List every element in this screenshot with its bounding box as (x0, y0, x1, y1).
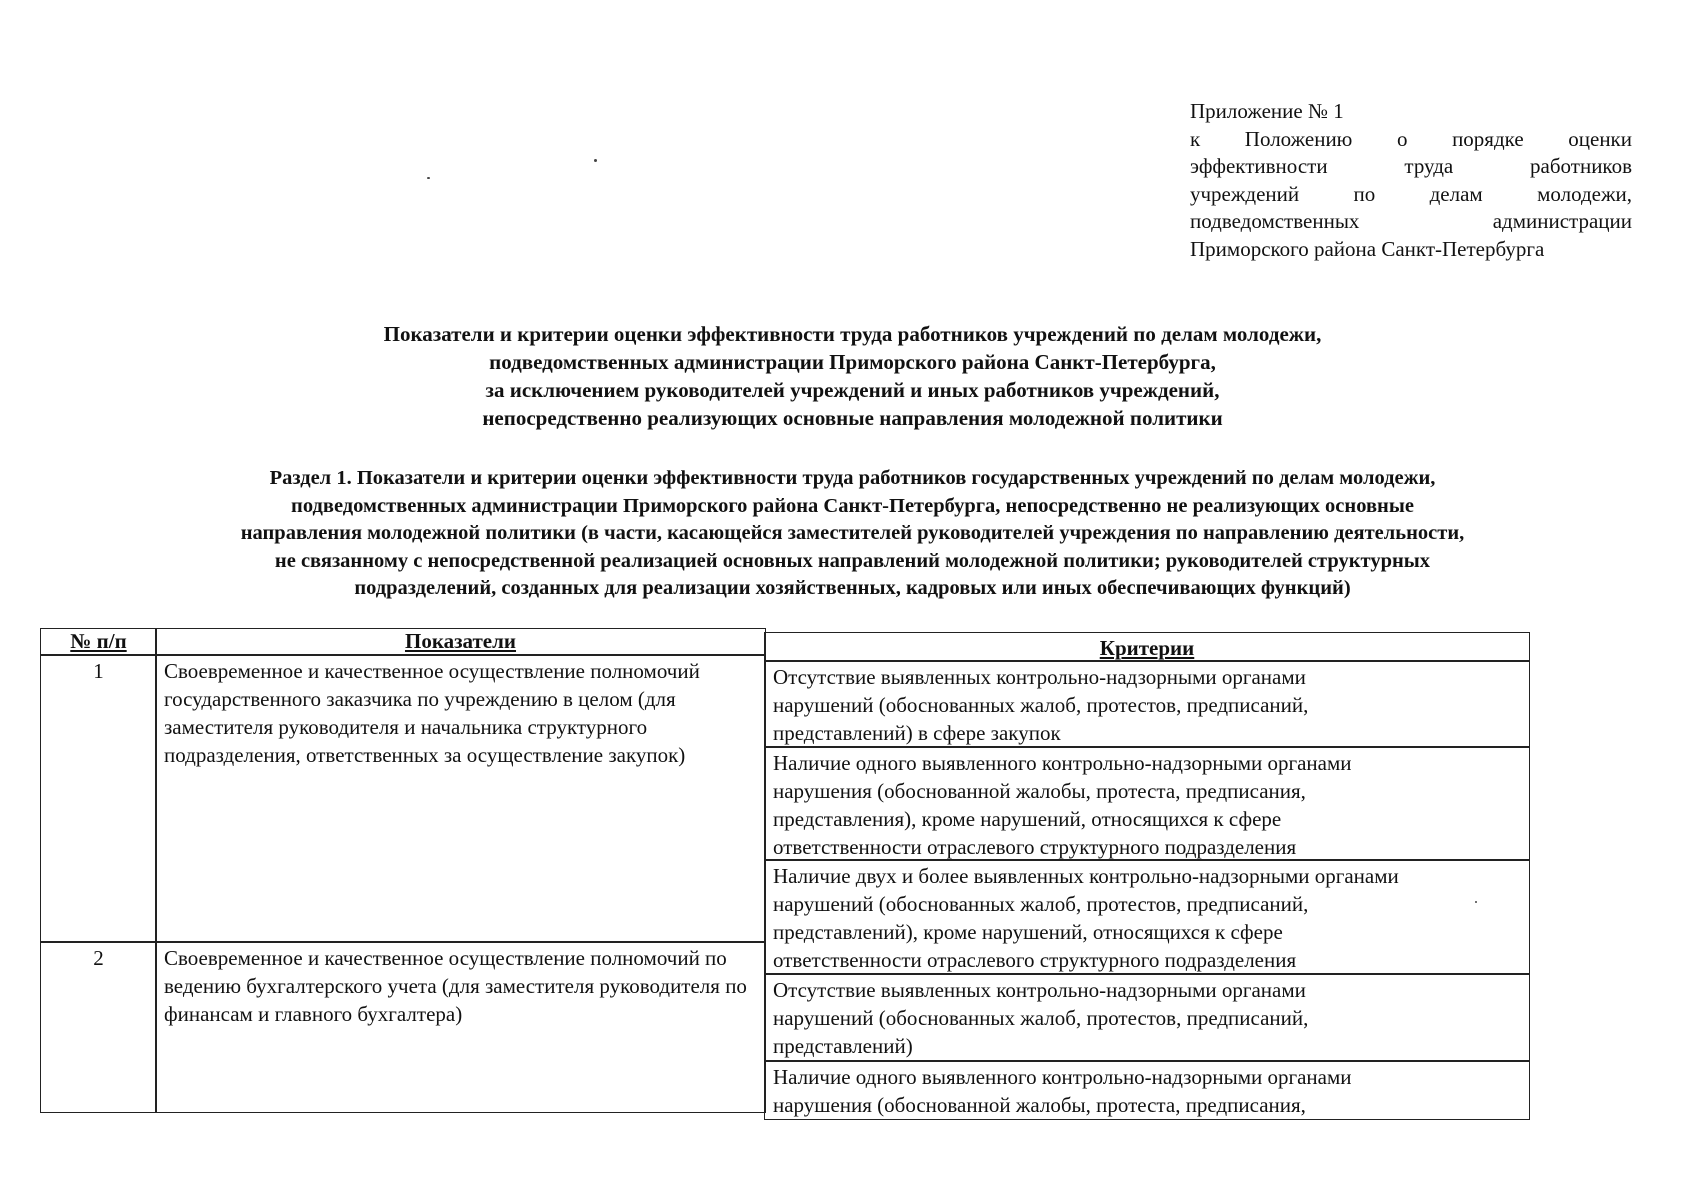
criterion-cell: Отсутствие выявленных контрольно-надзорными органами нарушений (обоснованных жалоб, протестов, предписаний, представлений) (764, 973, 1530, 1062)
appendix-line: подведомственных администрации (1190, 209, 1632, 233)
section-line: Раздел 1. Показатели и критерии оценки эффективности труда работников государственных учреждений по делам молодежи, (269, 467, 1436, 489)
title-line: непосредственно реализующих основные направления молодежной политики (482, 406, 1223, 430)
section-line: подведомственных администрации Приморского района Санкт-Петербурга, непосредственно не реализующих основные (291, 494, 1414, 517)
indicator-cell: Своевременное и качественное осуществление полномочий по ведению бухгалтерского учета (для заместителя руководителя по финансам и главного бухгалтера) (155, 941, 766, 1113)
criteria-table (40, 628, 1530, 1117)
section-line: направления молодежной политики (в части, касающейся заместителей руководителей учреждения по направлению деятельности, (240, 522, 1465, 544)
section-line: подразделений, созданных для реализации хозяйственных, кадровых или иных обеспечивающих функций) (354, 577, 1351, 599)
row-number: 2 (40, 941, 157, 1113)
title-line: за исключением руководителей учреждений и иных работников учреждений, (485, 378, 1220, 402)
title-line: подведомственных администрации Приморского района Санкт-Петербурга, (489, 350, 1216, 374)
criterion-cell: Наличие одного выявленного контрольно-надзорными органами нарушения (обоснованной жалобы, протеста, предписания, представления), кроме нарушений, относящихся к сфере ответственности отраслевого структурного подразделения (764, 746, 1530, 861)
section-line: не связанному с непосредственной реализацией основных направлений молодежной политики; руководителей структурных (274, 549, 1431, 572)
row-number: 1 (40, 654, 157, 943)
appendix-line: к Положению о порядке оценки (1190, 126, 1632, 151)
scan-speck (594, 159, 597, 162)
title-line: Показатели и критерии оценки эффективности труда работников учреждений по делам молодежи, (383, 322, 1322, 346)
appendix-line: Приложение № 1 (1190, 99, 1344, 123)
criterion-cell: Отсутствие выявленных контрольно-надзорными органами нарушений (обоснованных жалоб, протестов, предписаний, представлений) в сфере закупок (764, 660, 1530, 748)
section-heading (30, 465, 1675, 603)
appendix-line: эффективности труда работников (1190, 154, 1632, 178)
scan-speck (427, 177, 430, 179)
criterion-cell: Наличие двух и более выявленных контрольно-надзорными органами нарушений (обоснованных жалоб, протестов, предписаний, представлений), кроме нарушений, относящихся к сфере ответственности отраслевого структурного подразделения (764, 859, 1530, 975)
indicator-cell: Своевременное и качественное осуществление полномочий государственного заказчика по учреждению в целом (для заместителя руководителя и начальника структурного подразделения, ответственных за осуществление закупок) (155, 654, 766, 943)
criterion-cell: Наличие одного выявленного контрольно-надзорными органами нарушения (обоснованной жалобы, протеста, предписания, (764, 1060, 1530, 1120)
header-criteria: Критерии (764, 632, 1530, 662)
appendix-line: учреждений по делам молодежи, (1190, 181, 1632, 206)
appendix-reference (1190, 98, 1632, 263)
appendix-line: Приморского района Санкт-Петербурга (1190, 236, 1545, 261)
document-title (0, 320, 1705, 432)
header-indicators: Показатели (155, 628, 766, 656)
header-num: № п/п (40, 628, 157, 656)
